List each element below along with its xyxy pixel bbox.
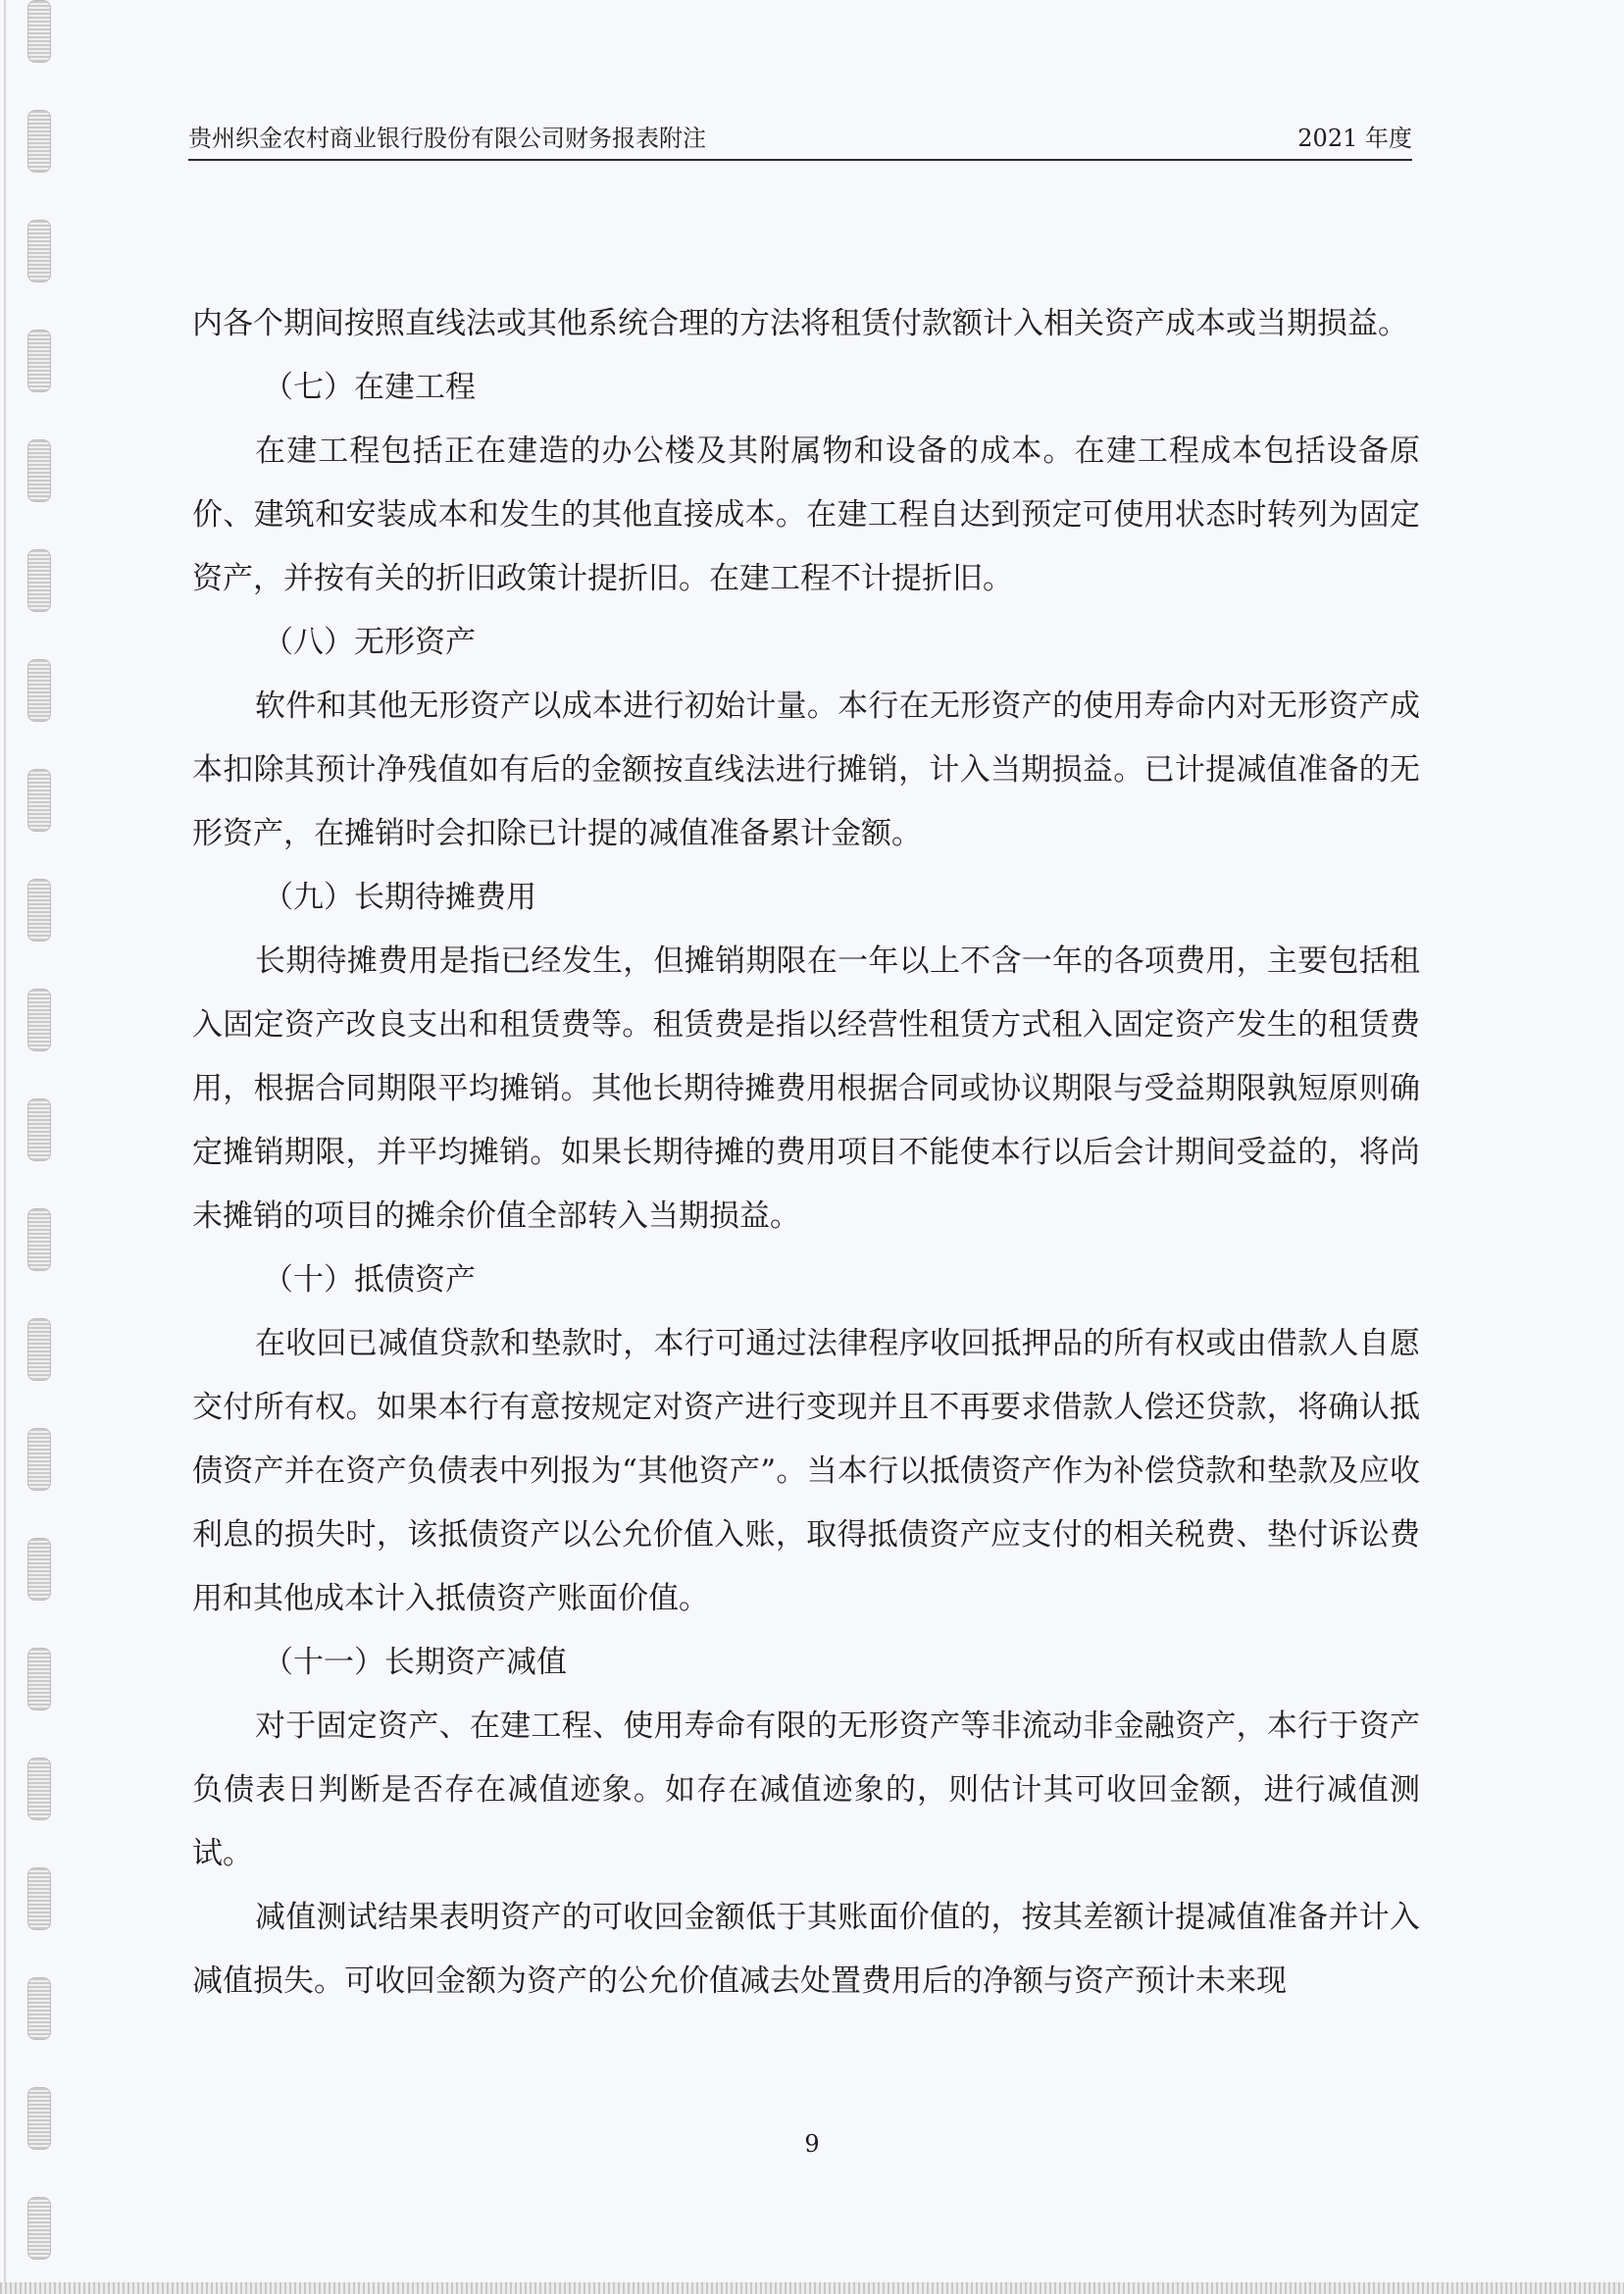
header-year: 2021 年度: [1297, 125, 1412, 152]
scan-edge-line: [4, 0, 6, 2294]
section-heading-construction: （七）在建工程: [263, 370, 476, 405]
paragraph-construction: 在建工程包括正在建造的办公楼及其附属物和设备的成本。在建工程成本包括设备原价、建筑和安装成本和发生的其他直接成本。在建工程自达到预定可使用状态时转列为固定资产，并按有关的折旧政策计提折旧。在建工程不计提折旧。: [192, 433, 1420, 596]
document-body: [192, 292, 1420, 2014]
binding-hole-icon: [27, 1538, 51, 1601]
binding-hole-icon: [27, 659, 51, 722]
paragraph-continuation: 内各个期间按照直线法或其他系统合理的方法将租赁付款额计入相关资产成本或当期损益。: [192, 306, 1408, 341]
binding-hole-icon: [27, 1098, 51, 1161]
binding-hole-icon: [27, 1428, 51, 1491]
section-heading-intangible: （八）无形资产: [263, 625, 476, 660]
binding-hole-icon: [27, 330, 51, 392]
binding-hole-icon: [27, 1758, 51, 1820]
binding-hole-icon: [27, 439, 51, 502]
binding-hole-icon: [27, 879, 51, 942]
binding-hole-icon: [27, 769, 51, 832]
binding-hole-icon: [27, 1318, 51, 1381]
binding-hole-icon: [27, 0, 51, 63]
binding-hole-icon: [27, 110, 51, 173]
page-number: 9: [804, 2130, 820, 2158]
binding-hole-icon: [27, 549, 51, 612]
binding-hole-icon: [27, 989, 51, 1051]
binding-holes: [27, 0, 57, 2294]
binding-hole-icon: [27, 1208, 51, 1271]
binding-hole-icon: [27, 1648, 51, 1710]
paragraph-deferred-expenses: 长期待摊费用是指已经发生，但摊销期限在一年以上不含一年的各项费用，主要包括租入固定资产改良支出和租赁费等。租赁费是指以经营性租赁方式租入固定资产发生的租赁费用，根据合同期限平均摊销。其他长期待摊费用根据合同或协议期限与受益期限孰短原则确定摊销期限，并平均摊销。如果长期待摊的费用项目不能使本行以后会计期间受益的，将尚未摊销的项目的摊余价值全部转入当期损益。: [192, 943, 1420, 1234]
section-heading-foreclosed-assets: （十）抵债资产: [263, 1262, 476, 1298]
binding-hole-icon: [27, 1977, 51, 2040]
page-header: [188, 120, 1412, 161]
header-title: 贵州织金农村商业银行股份有限公司财务报表附注: [188, 125, 706, 152]
binding-hole-icon: [27, 1867, 51, 1930]
paragraph-impairment-2: 减值测试结果表明资产的可收回金额低于其账面价值的，按其差额计提减值准备并计入减值损失。可收回金额为资产的公允价值减去处置费用后的净额与资产预计未来现: [192, 1900, 1420, 1999]
binding-hole-icon: [27, 220, 51, 282]
binding-hole-icon: [27, 2197, 51, 2260]
paragraph-impairment-1: 对于固定资产、在建工程、使用寿命有限的无形资产等非流动非金融资产，本行于资产负债表日判断是否存在减值迹象。如存在减值迹象的，则估计其可收回金额，进行减值测试。: [192, 1708, 1420, 1871]
paragraph-intangible: 软件和其他无形资产以成本进行初始计量。本行在无形资产的使用寿命内对无形资产成本扣除其预计净残值如有后的金额按直线法进行摊销，计入当期损益。已计提减值准备的无形资产，在摊销时会扣除已计提的减值准备累计金额。: [192, 688, 1420, 851]
scan-bottom-edge: [0, 2282, 1624, 2294]
section-heading-impairment: （十一）长期资产减值: [263, 1645, 567, 1680]
section-heading-deferred-expenses: （九）长期待摊费用: [263, 880, 536, 915]
paragraph-foreclosed-assets: 在收回已减值贷款和垫款时，本行可通过法律程序收回抵押品的所有权或由借款人自愿交付所有权。如果本行有意按规定对资产进行变现并且不再要求借款人偿还贷款，将确认抵债资产并在资产负债表中列报为“其他资产”。当本行以抵债资产作为补偿贷款和垫款及应收利息的损失时，该抵债资产以公允价值入账，取得抵债资产应支付的相关税费、垫付诉讼费用和其他成本计入抵债资产账面价值。: [192, 1326, 1420, 1616]
